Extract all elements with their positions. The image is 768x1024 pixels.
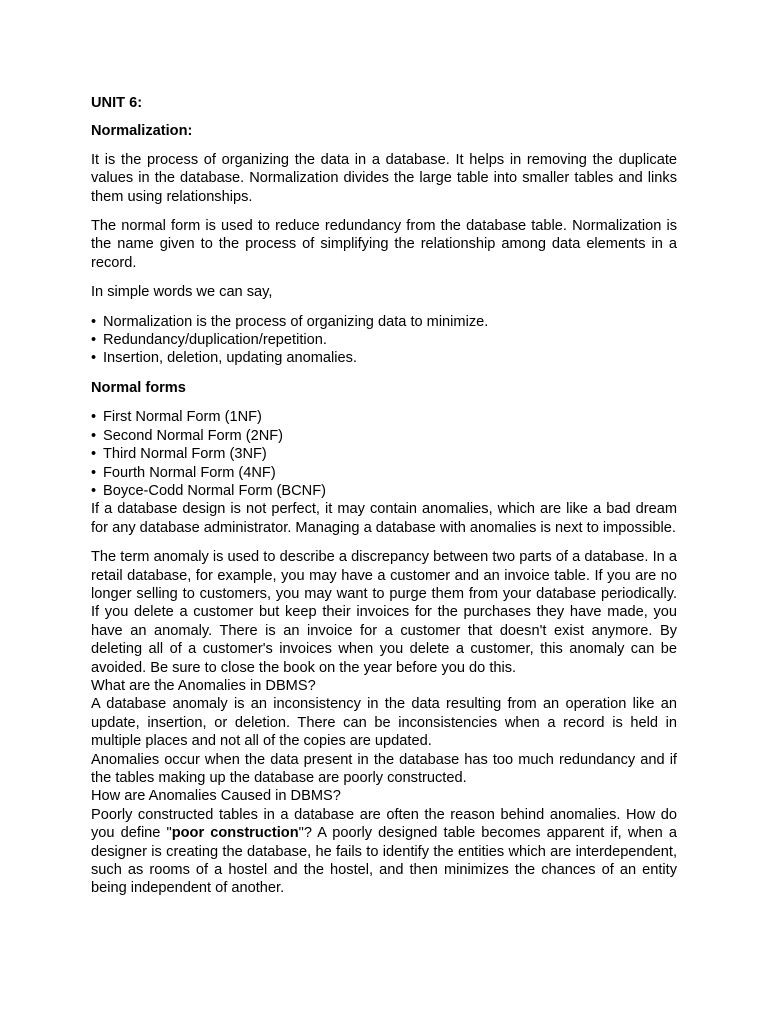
anomaly-intro-paragraph: If a database design is not perfect, it may contain anomalies, which are like a bad dream for any database administrator. Managing a database with anomalies is next to impossible. <box>91 501 677 536</box>
list-item-text: Normalization is the process of organizing data to minimize. <box>103 313 489 330</box>
question-what-anomalies: What are the Anomalies in DBMS? <box>91 677 316 694</box>
list-item-text: Third Normal Form (3NF) <box>103 446 267 463</box>
list-item <box>91 464 677 482</box>
list-item <box>91 427 677 445</box>
list-item <box>91 408 677 426</box>
intro-paragraph-3: In simple words we can say, <box>91 284 273 301</box>
normal-forms-title: Normal forms <box>91 379 186 396</box>
bullet-icon: • <box>91 313 97 330</box>
bullet-icon: • <box>91 332 97 349</box>
normal-forms-list <box>91 408 677 500</box>
answer-what-paragraph-1: A database anomaly is an inconsistency in the data resulting from an operation like an update, insertion, or deletion. There can be inconsistencies when a record is held in multiple places and not all of the copies are updated. <box>91 696 677 750</box>
bullet-icon: • <box>91 446 97 463</box>
bullet-icon: • <box>91 427 97 444</box>
list-item-text: Boyce-Codd Normal Form (BCNF) <box>103 482 326 499</box>
anomaly-term-paragraph: The term anomaly is used to describe a discrepancy between two parts of a database. In a retail database, for example, you may have a customer and an invoice table. If you are no longer selling to customers, you may want to purge them from your database periodically. If you delete a customer but keep their invoices for the purchases they have made, you have an anomaly. There is an invoice for a customer that doesn't exist anymore. By deleting all of a customer's invoices when you delete a customer, this anomaly can be avoided. Be sure to close the book on the year before you do this. <box>91 549 677 676</box>
list-item-text: Redundancy/duplication/repetition. <box>103 332 327 349</box>
intro-paragraph-2: The normal form is used to reduce redundancy from the database table. Normalization is the name given to the process of simplifying the relationship among data elements in a record. <box>91 218 677 271</box>
bullet-icon: • <box>91 464 97 481</box>
list-item <box>91 445 677 463</box>
simple-points-list <box>91 313 677 368</box>
question-how-anomalies: How are Anomalies Caused in DBMS? <box>91 788 341 805</box>
intro-paragraph-1: It is the process of organizing the data in a database. It helps in removing the duplicate values in the database. Normalization divides the large table into smaller tables and links them using relationships. <box>91 151 677 205</box>
list-item <box>91 482 677 500</box>
bullet-icon: • <box>91 350 97 367</box>
list-item-text: Second Normal Form (2NF) <box>103 427 284 444</box>
list-item-text: Fourth Normal Form (4NF) <box>103 464 276 481</box>
answer-how-paragraph <box>91 806 677 898</box>
unit-title: UNIT 6: <box>91 95 143 111</box>
answer-how-bold-term: poor construction <box>171 825 299 842</box>
answer-how-text-end: "? A poorly designed table becomes apparent if, when a designer is creating the database, he fails to identify the entities which are interdependent, such as rooms of a hostel and the hostel, and then minimizes the chances of an entity being independent of another. <box>91 825 677 897</box>
list-item-text: Insertion, deletion, updating anomalies. <box>103 350 357 367</box>
bullet-icon: • <box>91 482 97 499</box>
answer-what-paragraph-2: Anomalies occur when the data present in the database has too much redundancy and if the tables making up the database are poorly constructed. <box>91 751 677 786</box>
bullet-icon: • <box>91 409 97 426</box>
section-title-normalization: Normalization: <box>91 123 193 140</box>
list-item <box>91 313 677 331</box>
answer-how-text-start: Poorly constructed tables in a database are often the reason behind anomalies. How do you define " <box>91 806 677 842</box>
list-item <box>91 331 677 349</box>
list-item <box>91 349 677 367</box>
list-item-text: First Normal Form (1NF) <box>103 409 262 426</box>
